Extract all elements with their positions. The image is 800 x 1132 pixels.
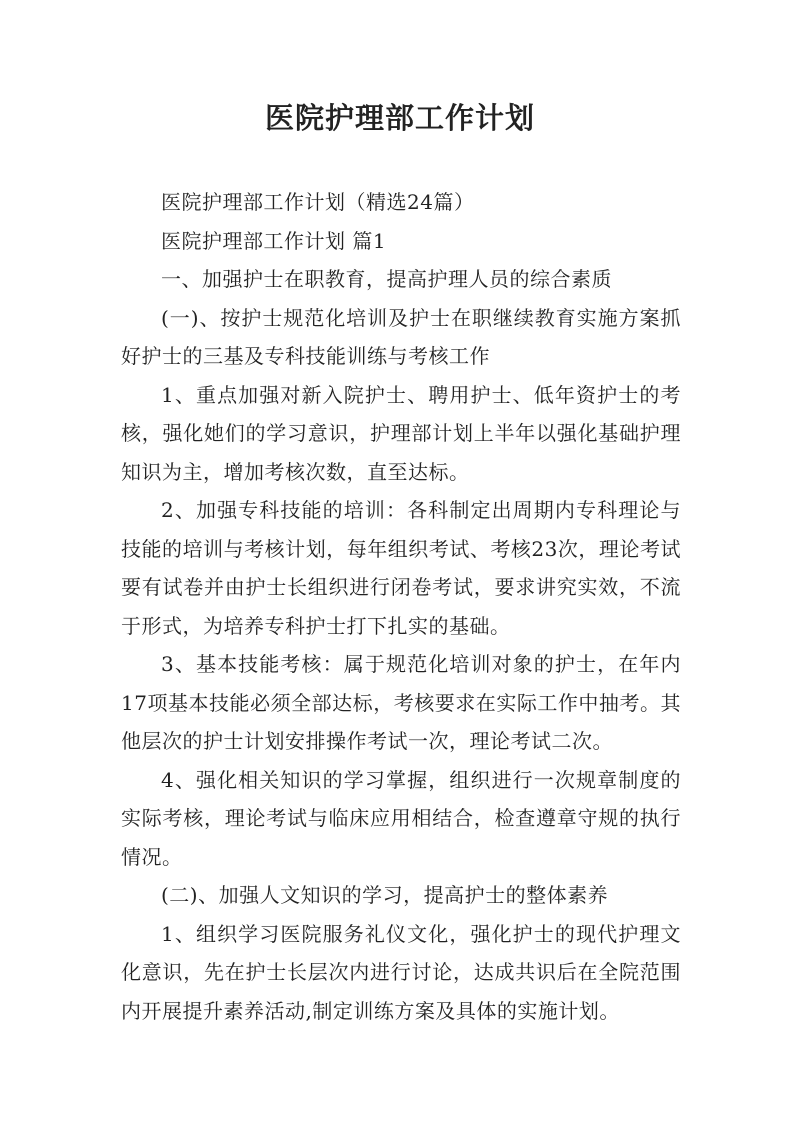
paragraph-item-2: 2、加强专科技能的培训：各科制定出周期内专科理论与技能的培训与考核计划，每年组织考试、考核23次，理论考试要有试卷并由护士长组织进行闭卷考试，要求讲究实效，不流于形式，为培养专科护士打下扎实的基础。 xyxy=(121,498,681,638)
paragraph-subheading-2: (二)、加强人文知识的学习，提高护士的整体素养 xyxy=(161,883,609,907)
paragraph-item-3: 3、基本技能考核：属于规范化培训对象的护士，在年内17项基本技能必须全部达标，考核要求在实际工作中抽考。其他层次的护士计划安排操作考试一次，理论考试二次。 xyxy=(121,652,681,753)
paragraph-section-heading: 医院护理部工作计划 篇1 xyxy=(161,228,387,253)
paragraph-heading-1: 一、加强护士在职教育，提高护理人员的综合素质 xyxy=(161,267,612,291)
document-body xyxy=(121,183,681,1030)
paragraph-item-4: 4、强化相关知识的学习掌握，组织进行一次规章制度的实际考核，理论考试与临床应用相结合，检查遵章守规的执行情况。 xyxy=(121,767,681,869)
paragraph-subtitle: 医院护理部工作计划（精选24篇） xyxy=(161,190,475,214)
paragraph-subheading-1: (一)、按护士规范化培训及护士在职继续教育实施方案抓好护士的三基及专科技能训练与考核工作 xyxy=(121,305,681,368)
document-title: 医院护理部工作计划 xyxy=(264,101,535,135)
paragraph-item-5: 1、组织学习医院服务礼仪文化，强化护士的现代护理文化意识，先在护士长层次内进行讨论，达成共识后在全院范围内开展提升素养活动,制定训练方案及具体的实施计划。 xyxy=(121,921,681,1023)
paragraph-item-1: 1、重点加强对新入院护士、聘用护士、低年资护士的考核，强化她们的学习意识，护理部计划上半年以强化基础护理知识为主，增加考核次数，直至达标。 xyxy=(121,382,681,484)
